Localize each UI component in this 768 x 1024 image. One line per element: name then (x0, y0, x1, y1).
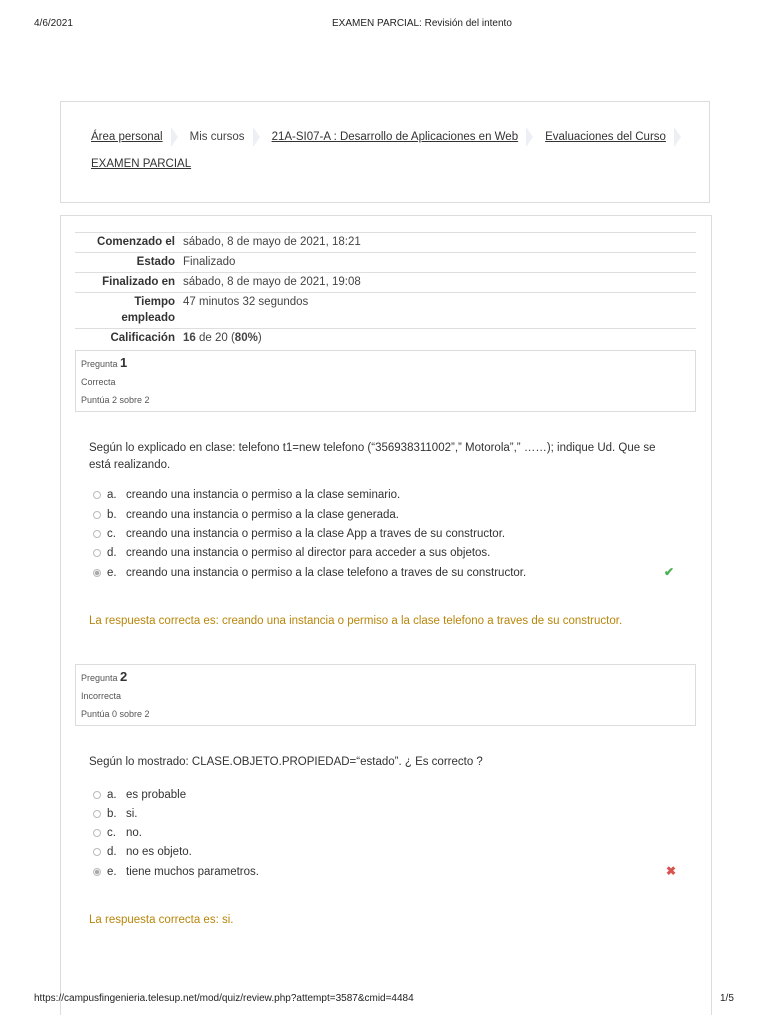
quiz-review (60, 215, 712, 1015)
breadcrumb-area-personal[interactable]: Área personal (91, 131, 163, 143)
answer-option-selected[interactable] (93, 567, 526, 579)
option-letter: c. (107, 528, 116, 540)
radio-icon[interactable] (93, 511, 101, 519)
breadcrumb (60, 101, 710, 203)
option-text: creando una instancia o permiso al director para acceder a sus objetos. (126, 547, 491, 559)
answer-option[interactable] (93, 509, 399, 521)
answer-option[interactable] (93, 489, 400, 501)
attempt-summary-table (75, 232, 696, 348)
option-text: creando una instancia o permiso a la clase seminario. (126, 489, 401, 501)
breadcrumb-mis-cursos[interactable]: Mis cursos (189, 131, 245, 143)
option-letter: a. (107, 789, 117, 801)
radio-icon[interactable] (93, 549, 101, 557)
right-answer: La respuesta correcta es: si. (89, 914, 234, 926)
question-label: Pregunta (81, 359, 118, 369)
option-text: no. (126, 827, 142, 839)
breadcrumb-separator-icon (171, 127, 178, 147)
print-page-number: 1/5 (720, 993, 734, 1004)
cross-icon: ✖ (666, 864, 677, 878)
summary-row (75, 233, 696, 253)
question-text: Según lo explicado en clase: telefono t1=new telefono (“356938311002”,” Motorola”,” ……); indique Ud. Que se está realizando. (89, 442, 656, 471)
question-grade: Puntúa 0 sobre 2 (81, 709, 150, 719)
grade-of: de 20 ( (195, 332, 235, 344)
checkmark-icon: ✔ (664, 565, 675, 579)
breadcrumb-course[interactable]: 21A-SI07-A : Desarrollo de Aplicaciones en Web (271, 131, 519, 143)
grade-value (179, 329, 696, 349)
option-text: es probable (126, 789, 187, 801)
option-letter: b. (107, 509, 117, 521)
option-text: no es objeto. (126, 846, 192, 858)
radio-icon[interactable] (93, 530, 101, 538)
question-number-value: 2 (120, 669, 128, 684)
answer-option[interactable] (93, 827, 142, 839)
summary-key: Comenzado el (75, 233, 179, 253)
summary-key: Calificación (75, 329, 179, 349)
breadcrumb-examen-parcial[interactable]: EXAMEN PARCIAL (91, 158, 192, 170)
grade-score: 16 (183, 332, 196, 344)
summary-key: Finalizado en (75, 273, 179, 293)
option-letter: a. (107, 489, 117, 501)
option-text: creando una instancia o permiso a la clase App a traves de su constructor. (126, 528, 506, 540)
option-letter: d. (107, 846, 117, 858)
option-text: creando una instancia o permiso a la clase generada. (126, 509, 399, 521)
answer-option[interactable] (93, 846, 192, 858)
summary-row-grade (75, 329, 696, 349)
answer-option[interactable] (93, 547, 490, 559)
breadcrumb-separator-icon (526, 127, 533, 147)
option-letter: e. (107, 866, 117, 878)
question-state: Correcta (81, 377, 116, 387)
radio-icon[interactable] (93, 810, 101, 818)
option-letter: c. (107, 827, 116, 839)
summary-row (75, 293, 696, 329)
question-number (81, 355, 127, 370)
question-number-value: 1 (120, 355, 128, 370)
question-state: Incorrecta (81, 691, 122, 701)
summary-key: Estado (75, 253, 179, 273)
option-letter: d. (107, 547, 117, 559)
question-grade: Puntúa 2 sobre 2 (81, 395, 150, 405)
print-url: https://campusfingenieria.telesup.net/mod/quiz/review.php?attempt=3587&cmid=4484 (34, 993, 414, 1004)
answer-option-selected[interactable] (93, 866, 259, 878)
breadcrumb-evaluaciones[interactable]: Evaluaciones del Curso (545, 131, 666, 143)
answer-option[interactable] (93, 789, 186, 801)
answer-option[interactable] (93, 528, 505, 540)
radio-icon[interactable] (93, 848, 101, 856)
question-label: Pregunta (81, 673, 118, 683)
option-letter: b. (107, 808, 117, 820)
breadcrumb-separator-icon (674, 127, 681, 147)
summary-row (75, 273, 696, 293)
grade-close: ) (257, 332, 262, 344)
print-title: EXAMEN PARCIAL: Revisión del intento (332, 18, 512, 29)
summary-value: Finalizado (179, 253, 696, 273)
summary-row (75, 253, 696, 273)
print-date: 4/6/2021 (34, 18, 73, 29)
grade-percent: 80% (234, 332, 258, 344)
question-number (81, 669, 127, 684)
option-text: tiene muchos parametros. (126, 866, 259, 878)
question-info (75, 350, 696, 412)
summary-key: Tiempo empleado (75, 293, 179, 329)
breadcrumb-separator-icon (253, 127, 260, 147)
option-text: si. (126, 808, 138, 820)
question-info (75, 664, 696, 726)
radio-selected-icon[interactable] (93, 569, 101, 577)
summary-value: sábado, 8 de mayo de 2021, 19:08 (179, 273, 696, 293)
summary-value: sábado, 8 de mayo de 2021, 18:21 (179, 233, 696, 253)
summary-value: 47 minutos 32 segundos (179, 293, 696, 329)
radio-icon[interactable] (93, 829, 101, 837)
radio-icon[interactable] (93, 491, 101, 499)
answer-option[interactable] (93, 808, 138, 820)
question-text: Según lo mostrado: CLASE.OBJETO.PROPIEDAD=“estado”. ¿ Es correcto ? (89, 756, 483, 768)
option-letter: e. (107, 567, 117, 579)
radio-icon[interactable] (93, 791, 101, 799)
right-answer: La respuesta correcta es: creando una instancia o permiso a la clase telefono a traves de su constructor. (89, 615, 623, 627)
option-text: creando una instancia o permiso a la clase telefono a traves de su constructor. (126, 567, 527, 579)
radio-selected-icon[interactable] (93, 868, 101, 876)
